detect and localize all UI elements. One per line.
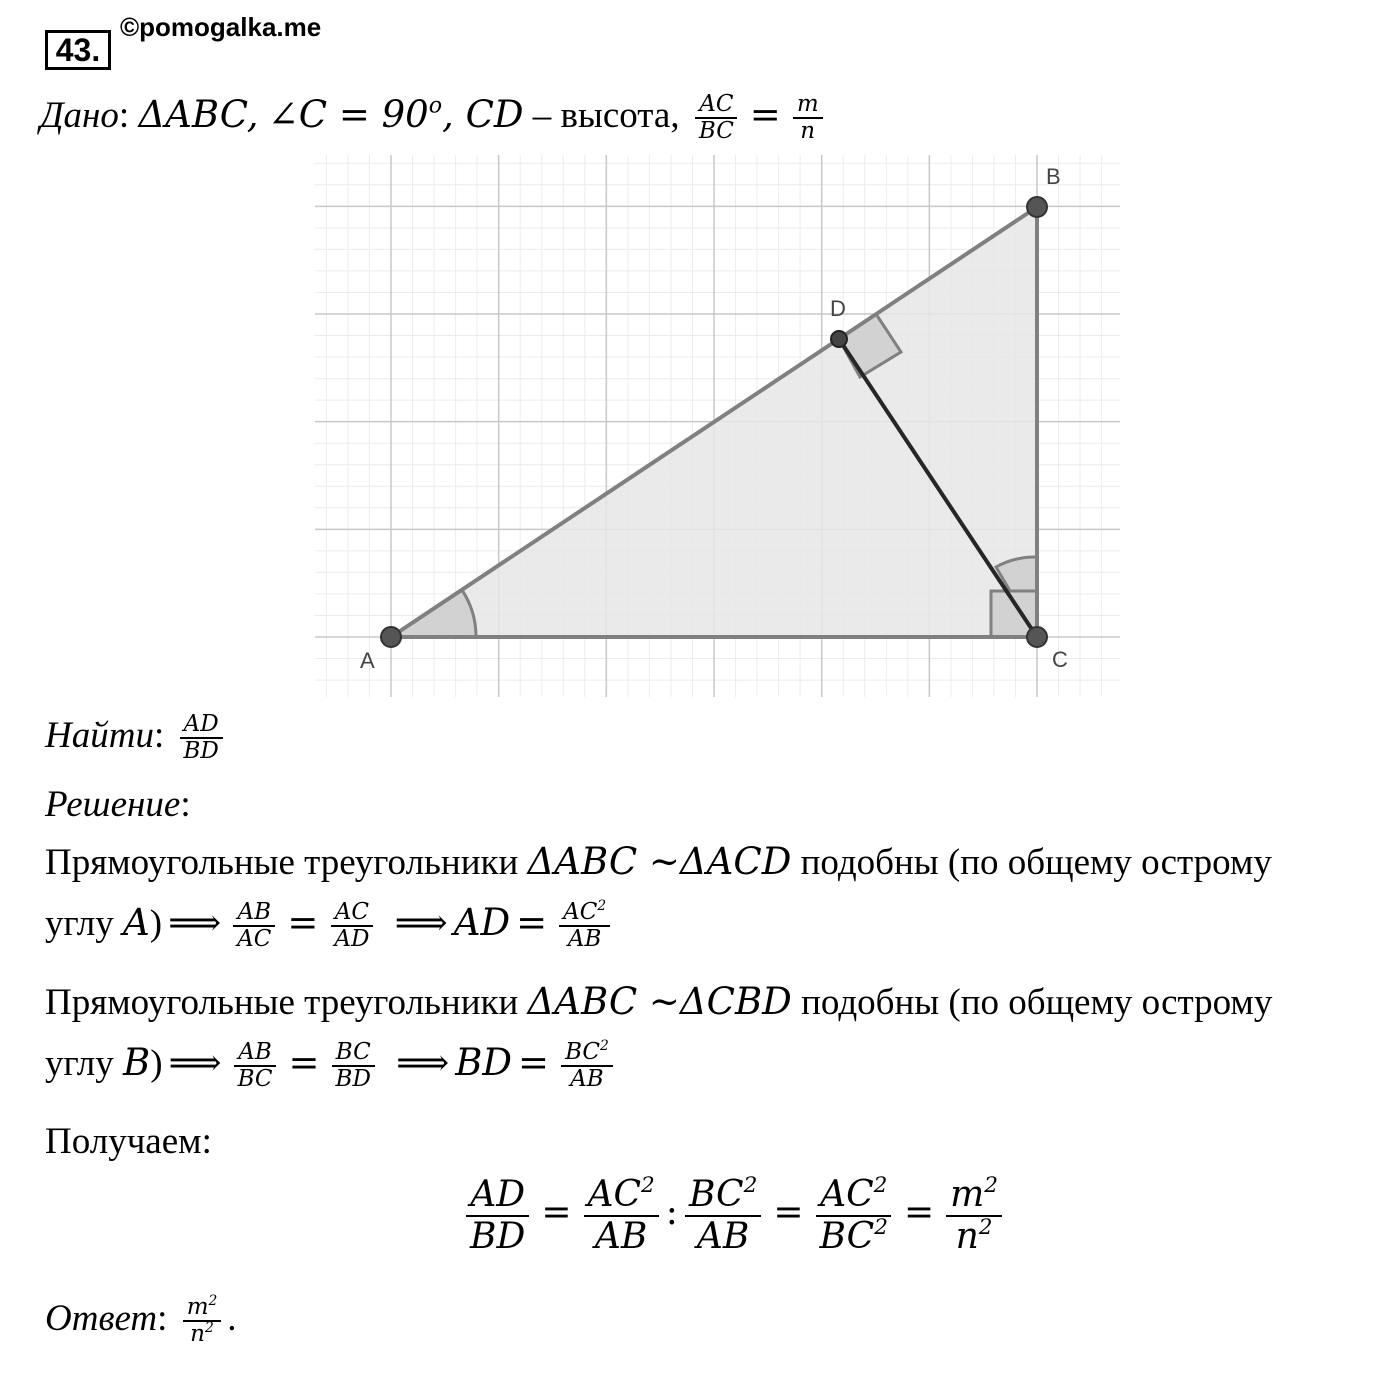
point-d (831, 331, 847, 347)
given-triangle: ΔABC, (138, 92, 259, 136)
given-angle: ∠C = $90^o$ (267, 92, 443, 136)
given-ratio-fraction: $\frac{AC}{BC}$ (695, 92, 738, 145)
final-m2-n2: $\frac{m^2}{n^2}$ (946, 1175, 1002, 1256)
solution-line: Решение: (45, 784, 191, 825)
ratio-ab-ac: $\frac{AB}{AC}$ (233, 900, 275, 953)
answer-label: Ответ (45, 1297, 158, 1339)
given-height-segment: , CD (442, 92, 524, 136)
final-ac2-ab: $\frac{AC^2}{AB}$ (584, 1175, 659, 1256)
bd-formula: $\frac{BC^2}{AB}$ (561, 1040, 613, 1093)
ad-formula: $\frac{AC^2}{AB}$ (559, 900, 610, 953)
given-mn-fraction: $\frac{m}{n}$ (793, 92, 823, 145)
point-a (381, 627, 401, 647)
point-b (1027, 197, 1047, 217)
similarity-acd: ΔABC ~ΔACD (527, 840, 792, 883)
final-formula: $\frac{AD}{BD}$ = $\frac{AC^2}{AB}$ : $\frac{BC^2}{AB}$ = $\frac{AC^2}{BC^2}$ = $\frac{m^2}{n^2}$ (460, 1175, 1008, 1256)
given-height-text: – высота, (523, 94, 680, 136)
solution-line-3: Прямоугольные треугольники ΔABC ~ΔCBD подобны (по общему острому (45, 980, 1273, 1023)
solution-line-2: углу A) ⟹ $\frac{AB}{AC}$ = $\frac{AC}{AD}$ ⟹ AD = $\frac{AC^2}{AB}$ (45, 900, 616, 953)
solution-line-1: Прямоугольные треугольники ΔABC ~ΔACD подобны (по общему острому (45, 840, 1272, 883)
answer-line: Ответ: $\frac{m^2}{n^2}$ . (45, 1293, 237, 1348)
point-c (1027, 627, 1047, 647)
label-b: B (1046, 164, 1061, 189)
problem-number: 43. (45, 30, 111, 70)
label-c: C (1052, 647, 1068, 672)
final-ad-bd: $\frac{AD}{BD}$ (466, 1175, 529, 1256)
label-a: A (360, 648, 375, 673)
find-fraction: $\frac{AD}{BD}$ (179, 712, 222, 765)
copyright-text: ©pomogalka.me (120, 12, 322, 42)
ratio-bc-bd: $\frac{BC}{BD}$ (332, 1040, 375, 1093)
answer-fraction: $\frac{m^2}{n^2}$ (183, 1295, 222, 1348)
given-label: Дано (40, 94, 119, 136)
triangle-figure (315, 155, 1120, 700)
find-line: Найти: $\frac{AD}{BD}$ (45, 712, 229, 765)
find-label: Найти (45, 714, 154, 756)
label-d: D (830, 296, 846, 321)
solution-label: Решение (45, 784, 181, 825)
given-line: Дано: ΔABC, ∠C = $90^o$, CD – высота, $\frac{AC}{BC}$ = $\frac{m}{n}$ (40, 92, 829, 145)
final-bc2-ab: $\frac{BC^2}{AB}$ (685, 1175, 761, 1256)
solution-line-4: углу B) ⟹ $\frac{AB}{BC}$ = $\frac{BC}{BD}$ ⟹ BD = $\frac{BC^2}{AB}$ (45, 1040, 619, 1093)
ratio-ac-ad: $\frac{AC}{AD}$ (330, 900, 373, 953)
given-equals: = (749, 92, 781, 136)
final-ac2-bc2: $\frac{AC^2}{BC^2}$ (816, 1175, 892, 1256)
getting-line: Получаем: (45, 1121, 212, 1162)
ratio-ab-bc: $\frac{AB}{BC}$ (234, 1040, 277, 1093)
similarity-cbd: ΔABC ~ΔCBD (527, 980, 792, 1023)
